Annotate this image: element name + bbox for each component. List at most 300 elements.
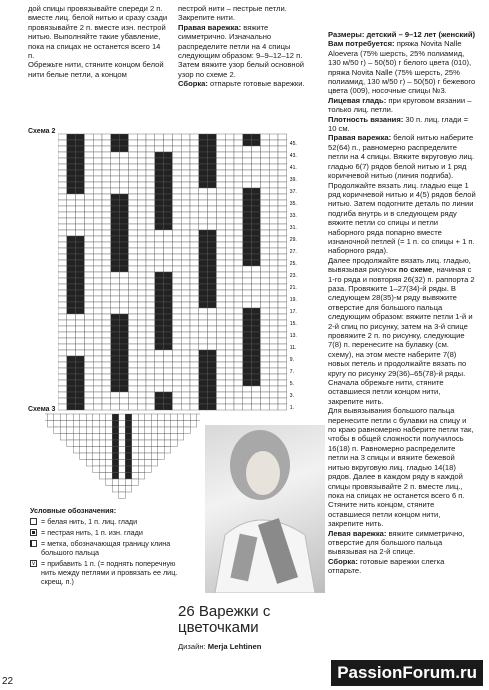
chart-cell bbox=[76, 236, 85, 242]
chart-cell bbox=[208, 278, 217, 284]
chart-cell bbox=[137, 356, 146, 362]
chart-cell bbox=[278, 398, 287, 404]
chart-cell bbox=[225, 374, 234, 380]
chart-cell bbox=[111, 218, 120, 224]
chart-cell bbox=[190, 188, 199, 194]
chart-cell bbox=[181, 242, 190, 248]
chart-cell bbox=[67, 386, 76, 392]
chart-cell bbox=[111, 308, 120, 314]
chart-cell bbox=[278, 254, 287, 260]
chart-cell bbox=[84, 230, 93, 236]
chart-cell bbox=[260, 326, 269, 332]
chart-cell bbox=[269, 146, 278, 152]
chart-cell bbox=[58, 146, 67, 152]
chart-cell bbox=[120, 188, 129, 194]
chart-cell bbox=[269, 194, 278, 200]
chart-cell bbox=[138, 453, 145, 460]
chart-cell bbox=[138, 427, 145, 434]
chart-cell bbox=[199, 296, 208, 302]
chart-cell bbox=[252, 248, 261, 254]
chart-cell bbox=[132, 479, 139, 486]
chart-cell bbox=[225, 164, 234, 170]
white-cell-icon bbox=[30, 518, 37, 525]
chart-cell bbox=[234, 386, 243, 392]
chart-cell bbox=[216, 338, 225, 344]
chart-cell bbox=[278, 320, 287, 326]
chart-cell bbox=[84, 182, 93, 188]
chart-cell bbox=[84, 386, 93, 392]
chart-cell bbox=[190, 356, 199, 362]
chart-cell bbox=[234, 314, 243, 320]
chart-cell bbox=[60, 427, 67, 434]
chart-cell bbox=[190, 368, 199, 374]
chart-cell bbox=[216, 314, 225, 320]
chart-cell bbox=[102, 236, 111, 242]
chart-cell bbox=[208, 152, 217, 158]
chart-cell bbox=[225, 254, 234, 260]
chart-cell bbox=[120, 278, 129, 284]
chart-cell bbox=[225, 218, 234, 224]
chart-cell bbox=[93, 206, 102, 212]
chart-cell bbox=[128, 134, 137, 140]
chart-cell bbox=[199, 200, 208, 206]
chart-cell bbox=[84, 206, 93, 212]
chart-cell bbox=[60, 434, 67, 441]
chart-cell bbox=[67, 314, 76, 320]
chart-cell bbox=[155, 320, 164, 326]
chart-cell bbox=[93, 368, 102, 374]
chart-cell bbox=[252, 200, 261, 206]
chart-cell bbox=[67, 200, 76, 206]
chart-cell bbox=[243, 194, 252, 200]
chart-cell bbox=[164, 398, 173, 404]
chart-cell bbox=[190, 242, 199, 248]
chart-cell bbox=[145, 414, 152, 421]
chart-cell bbox=[128, 296, 137, 302]
chart-cell bbox=[243, 254, 252, 260]
chart-cell bbox=[252, 242, 261, 248]
chart-cell bbox=[225, 344, 234, 350]
chart-cell bbox=[112, 427, 119, 434]
chart-cell bbox=[172, 356, 181, 362]
chart-cell bbox=[260, 170, 269, 176]
row-number: 37. bbox=[289, 189, 297, 195]
chart-cell bbox=[190, 421, 197, 428]
chart-cell bbox=[73, 447, 80, 454]
chart-cell bbox=[58, 218, 67, 224]
chart-cell bbox=[128, 320, 137, 326]
heading-right-mitten: Правая варежка: bbox=[178, 22, 242, 32]
chart-cell bbox=[181, 260, 190, 266]
chart-cell bbox=[225, 242, 234, 248]
chart-cell bbox=[172, 314, 181, 320]
chart-cell bbox=[146, 380, 155, 386]
chart-cell bbox=[278, 176, 287, 182]
knitting-chart-3 bbox=[45, 410, 200, 502]
chart-cell bbox=[208, 146, 217, 152]
chart-cell bbox=[243, 158, 252, 164]
chart-cell bbox=[234, 320, 243, 326]
chart-cell bbox=[146, 368, 155, 374]
chart-cell bbox=[84, 212, 93, 218]
chart-cell bbox=[155, 338, 164, 344]
chart-cell bbox=[252, 170, 261, 176]
chart-cell bbox=[151, 414, 158, 421]
chart-cell bbox=[243, 344, 252, 350]
chart-cell bbox=[172, 194, 181, 200]
chart-cell bbox=[225, 182, 234, 188]
chart-cell bbox=[181, 380, 190, 386]
chart-cell bbox=[260, 164, 269, 170]
chart-cell bbox=[132, 447, 139, 454]
chart-cell bbox=[93, 320, 102, 326]
chart-cell bbox=[120, 398, 129, 404]
chart-cell bbox=[190, 134, 199, 140]
chart-cell bbox=[234, 134, 243, 140]
chart-cell bbox=[106, 473, 113, 480]
chart-cell bbox=[86, 447, 93, 454]
chart-cell bbox=[84, 380, 93, 386]
chart-cell bbox=[164, 248, 173, 254]
chart-cell bbox=[119, 434, 126, 441]
chart-cell bbox=[234, 278, 243, 284]
chart-cell bbox=[208, 356, 217, 362]
chart-cell bbox=[151, 421, 158, 428]
chart-cell bbox=[84, 200, 93, 206]
chart-cell bbox=[243, 236, 252, 242]
chart-cell bbox=[190, 350, 199, 356]
chart-cell bbox=[216, 374, 225, 380]
chart-cell bbox=[86, 427, 93, 434]
chart-cell bbox=[158, 421, 165, 428]
chart-cell bbox=[67, 427, 74, 434]
chart-cell bbox=[67, 338, 76, 344]
chart-cell bbox=[199, 332, 208, 338]
chart-cell bbox=[216, 206, 225, 212]
chart-cell bbox=[120, 206, 129, 212]
chart-cell bbox=[172, 278, 181, 284]
paragraph: Сборка: отпарьте готовые варежки. bbox=[178, 79, 305, 89]
chart-cell bbox=[269, 230, 278, 236]
chart-cell bbox=[137, 284, 146, 290]
chart-cell bbox=[190, 362, 199, 368]
chart-cell bbox=[181, 332, 190, 338]
chart-cell bbox=[155, 356, 164, 362]
chart-cell bbox=[111, 236, 120, 242]
chart-cell bbox=[93, 308, 102, 314]
row-number: 45. bbox=[289, 141, 297, 147]
chart-cell bbox=[76, 398, 85, 404]
chart-cell bbox=[252, 206, 261, 212]
chart-cell bbox=[155, 164, 164, 170]
chart-cell bbox=[67, 290, 76, 296]
chart-cell bbox=[111, 248, 120, 254]
chart-cell bbox=[120, 182, 129, 188]
chart-cell bbox=[146, 152, 155, 158]
chart-cell bbox=[120, 362, 129, 368]
chart-cell bbox=[164, 278, 173, 284]
chart-cell bbox=[269, 356, 278, 362]
chart-cell bbox=[84, 140, 93, 146]
chart-cell bbox=[208, 140, 217, 146]
chart-cell bbox=[269, 224, 278, 230]
chart-cell bbox=[60, 414, 67, 421]
chart-cell bbox=[269, 164, 278, 170]
chart-cell bbox=[137, 212, 146, 218]
chart-cell bbox=[208, 242, 217, 248]
chart-cell bbox=[155, 332, 164, 338]
chart-cell bbox=[67, 308, 76, 314]
chart-cell bbox=[225, 332, 234, 338]
chart-cell bbox=[225, 260, 234, 266]
chart-cell bbox=[93, 152, 102, 158]
chart-cell bbox=[172, 146, 181, 152]
chart-cell bbox=[181, 302, 190, 308]
chart-cell bbox=[128, 140, 137, 146]
chart-cell bbox=[120, 260, 129, 266]
chart-cell bbox=[164, 344, 173, 350]
chart-cell bbox=[234, 254, 243, 260]
chart-cell bbox=[102, 386, 111, 392]
chart-cell bbox=[260, 296, 269, 302]
chart-cell bbox=[216, 200, 225, 206]
chart-cell bbox=[208, 368, 217, 374]
chart-cell bbox=[84, 260, 93, 266]
chart-cell bbox=[80, 427, 87, 434]
chart-cell bbox=[67, 414, 74, 421]
chart-cell bbox=[216, 212, 225, 218]
chart-cell bbox=[234, 404, 243, 410]
chart-cell bbox=[208, 404, 217, 410]
chart-cell bbox=[216, 146, 225, 152]
chart-cell bbox=[260, 356, 269, 362]
chart-cell bbox=[146, 224, 155, 230]
chart-cell bbox=[269, 152, 278, 158]
chart-cell bbox=[137, 302, 146, 308]
chart-cell bbox=[99, 440, 106, 447]
chart-cell bbox=[102, 224, 111, 230]
chart-cell bbox=[102, 278, 111, 284]
chart-cell bbox=[145, 421, 152, 428]
chart-cell bbox=[106, 479, 113, 486]
chart-cell bbox=[172, 188, 181, 194]
chart-cell bbox=[208, 260, 217, 266]
chart-cell bbox=[269, 398, 278, 404]
chart-cell bbox=[93, 194, 102, 200]
chart-cell bbox=[125, 473, 132, 480]
schema-3-label: Схема 3 bbox=[28, 406, 56, 413]
chart-cell bbox=[216, 236, 225, 242]
chart-cell bbox=[76, 272, 85, 278]
chart-cell bbox=[216, 344, 225, 350]
chart-cell bbox=[252, 374, 261, 380]
chart-cell bbox=[181, 278, 190, 284]
chart-cell bbox=[120, 350, 129, 356]
chart-cell bbox=[234, 218, 243, 224]
chart-cell bbox=[102, 338, 111, 344]
chart-cell bbox=[76, 152, 85, 158]
chart-cell bbox=[155, 380, 164, 386]
chart-cell bbox=[164, 236, 173, 242]
chart-cell bbox=[111, 146, 120, 152]
chart-cell bbox=[67, 374, 76, 380]
chart-cell bbox=[172, 374, 181, 380]
chart-cell bbox=[106, 427, 113, 434]
chart-cell bbox=[151, 453, 158, 460]
chart-cell bbox=[125, 466, 132, 473]
chart-cell bbox=[243, 374, 252, 380]
chart-cell bbox=[58, 224, 67, 230]
chart-cell bbox=[216, 272, 225, 278]
chart-cell bbox=[145, 440, 152, 447]
chart-cell bbox=[260, 254, 269, 260]
chart-cell bbox=[76, 338, 85, 344]
chart-cell bbox=[93, 398, 102, 404]
chart-cell bbox=[119, 427, 126, 434]
chart-cell bbox=[243, 224, 252, 230]
chart-cell bbox=[190, 338, 199, 344]
chart-cell bbox=[111, 344, 120, 350]
chart-cell bbox=[208, 212, 217, 218]
chart-cell bbox=[67, 164, 76, 170]
chart-cell bbox=[199, 320, 208, 326]
chart-cell bbox=[190, 164, 199, 170]
chart-cell bbox=[216, 140, 225, 146]
chart-cell bbox=[76, 176, 85, 182]
chart-cell bbox=[208, 254, 217, 260]
chart-cell bbox=[172, 230, 181, 236]
chart-cell bbox=[137, 170, 146, 176]
chart-cell bbox=[102, 146, 111, 152]
chart-cell bbox=[102, 140, 111, 146]
chart-cell bbox=[260, 278, 269, 284]
chart-cell bbox=[132, 414, 139, 421]
chart-cell bbox=[199, 230, 208, 236]
chart-cell bbox=[260, 308, 269, 314]
chart-cell bbox=[58, 236, 67, 242]
chart-cell bbox=[76, 314, 85, 320]
chart-cell bbox=[269, 290, 278, 296]
chart-cell bbox=[190, 380, 199, 386]
chart-cell bbox=[243, 338, 252, 344]
chart-cell bbox=[58, 200, 67, 206]
continue: Далее продолжайте вязать лиц. гладью, вывязывая рисунок по схеме, начиная с 1-го ряда и повторяя 26(32) п. раппорта 2 раза. Провяжите 1–27(34)-й ряды. В следующем 28(35)-м ряду вывяжите отверстие для большого пальца следующим образом: вяжите петли 1-й и 2-й спиц по рисунку, затем на 3-й спице провяжите 2 п. по рисунку, следующие 7(8) п. перенесите на булавку (см. схему), на этом месте наберите 7(8) новых петель и продолжайте вязать по кругу по рисунку 29(36)–65(78)-й ряды. bbox=[328, 255, 475, 378]
legend-item: = белая нить, 1 п. лиц. глади bbox=[30, 517, 180, 526]
chart-cell bbox=[172, 260, 181, 266]
chart-cell bbox=[199, 356, 208, 362]
chart-cell bbox=[93, 242, 102, 248]
chart-cell bbox=[225, 356, 234, 362]
chart-cell bbox=[84, 170, 93, 176]
chart-cell bbox=[119, 492, 126, 499]
chart-cell bbox=[225, 230, 234, 236]
chart-cell bbox=[128, 164, 137, 170]
chart-cell bbox=[269, 254, 278, 260]
chart-cell bbox=[155, 374, 164, 380]
chart-cell bbox=[155, 296, 164, 302]
chart-cell bbox=[111, 272, 120, 278]
chart-cell bbox=[145, 466, 152, 473]
chart-cell bbox=[199, 350, 208, 356]
chart-cell bbox=[155, 344, 164, 350]
chart-cell bbox=[111, 260, 120, 266]
chart-cell bbox=[225, 200, 234, 206]
chart-cell bbox=[171, 427, 178, 434]
chart-cell bbox=[171, 434, 178, 441]
chart-cell bbox=[181, 236, 190, 242]
chart-cell bbox=[146, 314, 155, 320]
chart-cell bbox=[84, 314, 93, 320]
chart-cell bbox=[93, 302, 102, 308]
chart-cell bbox=[199, 254, 208, 260]
chart-cell bbox=[58, 320, 67, 326]
chart-cell bbox=[76, 296, 85, 302]
chart-cell bbox=[190, 194, 199, 200]
legend-item: = метка, обозначающая границу клина большого пальца bbox=[30, 539, 180, 557]
chart-cell bbox=[102, 380, 111, 386]
chart-cell bbox=[58, 134, 67, 140]
chart-cell bbox=[76, 380, 85, 386]
chart-cell bbox=[172, 224, 181, 230]
chart-cell bbox=[208, 308, 217, 314]
chart-cell bbox=[47, 414, 54, 421]
chart-cell bbox=[76, 158, 85, 164]
pattern-title: 26 Варежки с цветочками bbox=[178, 603, 271, 636]
chart-cell bbox=[76, 332, 85, 338]
chart-cell bbox=[243, 320, 252, 326]
chart-cell bbox=[102, 152, 111, 158]
chart-cell bbox=[102, 398, 111, 404]
chart-cell bbox=[208, 374, 217, 380]
chart-cell bbox=[58, 152, 67, 158]
chart-cell bbox=[252, 302, 261, 308]
chart-cell bbox=[146, 350, 155, 356]
chart-cell bbox=[252, 320, 261, 326]
chart-cell bbox=[243, 146, 252, 152]
chart-cell bbox=[67, 362, 76, 368]
chart-cell bbox=[269, 326, 278, 332]
chart-cell bbox=[120, 386, 129, 392]
chart-cell bbox=[84, 338, 93, 344]
chart-cell bbox=[137, 200, 146, 206]
chart-cell bbox=[164, 447, 171, 454]
chart-cell bbox=[146, 362, 155, 368]
chart-cell bbox=[208, 362, 217, 368]
chart-cell bbox=[199, 182, 208, 188]
chart-cell bbox=[155, 224, 164, 230]
chart-cell bbox=[216, 242, 225, 248]
chart-cell bbox=[164, 188, 173, 194]
chart-cell bbox=[260, 176, 269, 182]
chart-cell bbox=[120, 176, 129, 182]
chart-cell bbox=[137, 392, 146, 398]
chart-cell bbox=[199, 236, 208, 242]
chart-cell bbox=[177, 434, 184, 441]
chart-cell bbox=[158, 427, 165, 434]
chart-cell bbox=[137, 308, 146, 314]
chart-cell bbox=[199, 212, 208, 218]
chart-cell bbox=[225, 158, 234, 164]
chart-cell bbox=[151, 427, 158, 434]
chart-cell bbox=[146, 386, 155, 392]
chart-cell bbox=[76, 188, 85, 194]
chart-cell bbox=[106, 434, 113, 441]
chart-cell bbox=[146, 338, 155, 344]
chart-cell bbox=[208, 164, 217, 170]
chart-cell bbox=[58, 230, 67, 236]
chart-cell bbox=[73, 440, 80, 447]
chart-cell bbox=[146, 326, 155, 332]
